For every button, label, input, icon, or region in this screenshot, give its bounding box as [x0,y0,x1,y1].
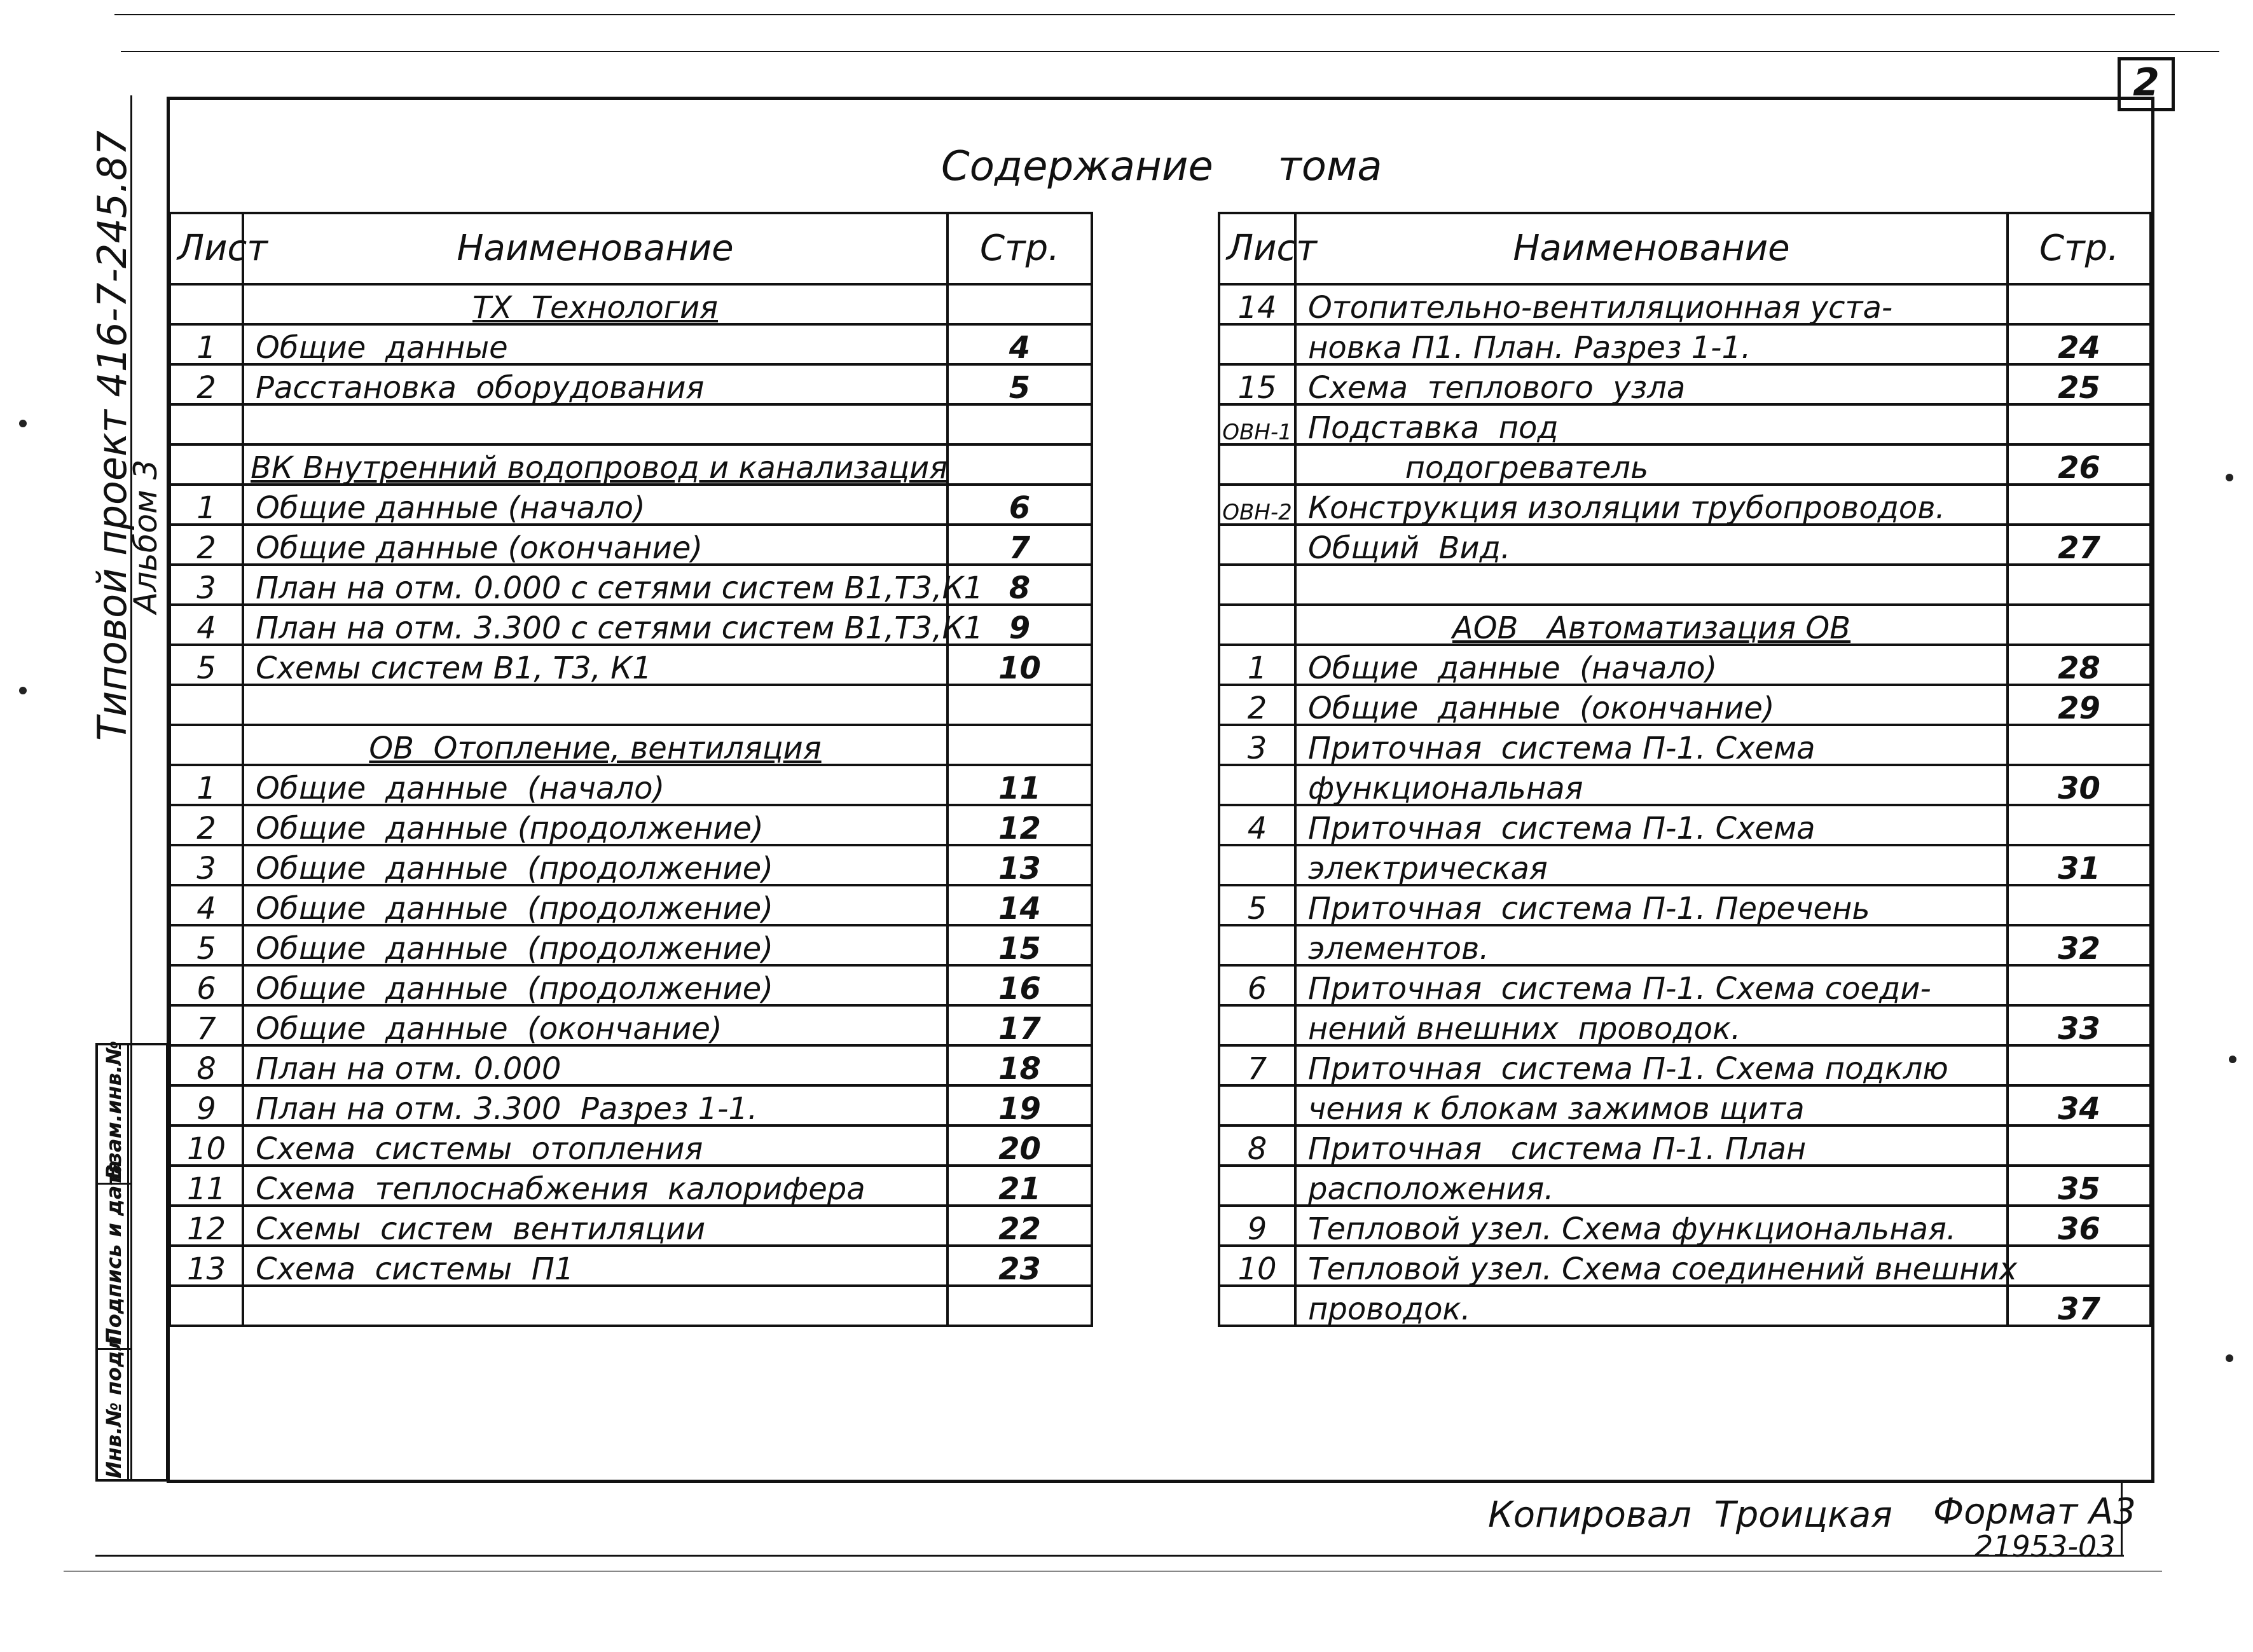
sheet-cell: 12 [170,1206,243,1246]
page-cell [2008,805,2151,845]
name-cell: План на отм. 3.300 Разрез 1-1. [243,1085,947,1125]
page-cell [947,284,1092,324]
sheet-cell: 9 [170,1085,243,1125]
page-cell: 12 [947,805,1092,845]
name-cell: Общие данные [243,324,947,364]
table-row [170,525,1092,565]
page-cell: 16 [947,965,1092,1005]
name-cell: расположения. [1295,1166,2008,1206]
sheet-cell: 2 [170,364,243,404]
side-album-label: Альбом 3 [127,459,164,614]
sheet-cell: 1 [170,485,243,525]
name-cell: Схема теплоснабжения калорифера [243,1166,947,1206]
table-row [170,1166,1092,1206]
sheet-cell: 10 [1219,1246,1295,1286]
name-cell: Расстановка оборудования [243,364,947,404]
table-row [1219,725,2151,765]
name-cell: План на отм. 0.000 с сетями систем В1,Т3,К1 [243,565,947,605]
name-cell [243,1286,947,1326]
page-cell [947,404,1092,444]
copied-by: Копировал Троицкая [1488,1494,1892,1536]
stamp-replace-inv: Взам.инв.№ [102,1040,126,1180]
page-cell: 25 [2008,364,2151,404]
table-row [170,765,1092,805]
page-cell [2008,485,2151,525]
header-name: Наименование [1295,213,2008,284]
name-cell: Схема теплового узла [1295,364,2008,404]
sheet-cell: 1 [170,324,243,364]
sheet-cell: 11 [170,1166,243,1206]
sheet-cell: 3 [170,565,243,605]
header-page: Стр. [2008,213,2151,284]
name-cell: Общие данные (продолжение) [243,965,947,1005]
sheet-cell: 4 [170,605,243,645]
table-row [1219,685,2151,725]
header-name: Наименование [243,213,947,284]
page-cell [2008,885,2151,925]
page-cell: 21 [947,1166,1092,1206]
name-cell: функциональная [1295,765,2008,805]
name-cell: Приточная система П-1. Схема подклю [1295,1045,2008,1085]
table-row [1219,765,2151,805]
sheet-cell [1219,565,1295,605]
top-frame-line [121,51,2219,52]
table-row [1219,1286,2151,1326]
page-cell [2008,1045,2151,1085]
table-row [1219,444,2151,485]
page-cell: 33 [2008,1005,2151,1045]
section-title: ВК Внутренний водопровод и канализация [243,444,947,485]
table-row [170,404,1092,444]
table-row [1219,525,2151,565]
table-row [170,324,1092,364]
table-row [1219,925,2151,965]
page-cell: 22 [947,1206,1092,1246]
document-code: 21953-03 [1974,1529,2116,1564]
table-row [170,685,1092,725]
page-cell: 11 [947,765,1092,805]
page-cell: 4 [947,324,1092,364]
name-cell: Подставка под [1295,404,2008,444]
table-row [170,805,1092,845]
sheet-cell: 4 [1219,805,1295,845]
sheet-cell: 8 [1219,1125,1295,1166]
page-cell [2008,605,2151,645]
sheet-cell [1219,1005,1295,1045]
section-row [170,444,1092,485]
table-row [170,645,1092,685]
table-row [170,1045,1092,1085]
table-row [1219,565,2151,605]
sheet-cell: 6 [1219,965,1295,1005]
sheet-cell: 1 [170,765,243,805]
section-title: АОВ Автоматизация ОВ [1295,605,2008,645]
page-cell: 17 [947,1005,1092,1045]
table-row [170,1005,1092,1045]
section-title: ОВ Отопление, вентиляция [243,725,947,765]
sheet-cell: 14 [1219,284,1295,324]
name-cell: элементов. [1295,925,2008,965]
table-row [1219,885,2151,925]
name-cell: Приточная система П-1. Схема соеди- [1295,965,2008,1005]
sheet-cell [1219,845,1295,885]
sheet-cell [1219,525,1295,565]
name-cell: План на отм. 3.300 с сетями систем В1,Т3,К1 [243,605,947,645]
table-row [170,965,1092,1005]
page-cell [947,444,1092,485]
sheet-cell: 6 [170,965,243,1005]
scan-mark [2229,1056,2236,1063]
outer-bottom-line [95,1555,2124,1557]
scan-mark [2226,474,2233,481]
table-row [170,845,1092,885]
sheet-cell: 5 [1219,885,1295,925]
table-row [170,1206,1092,1246]
stamp-signature-date: Подпись и дата [102,1160,126,1345]
title-block-line [167,1480,2154,1482]
name-cell: План на отм. 0.000 [243,1045,947,1085]
right-contents-table [1218,212,2152,1327]
name-cell: Общие данные (окончание) [1295,685,2008,725]
table-row [1219,1005,2151,1045]
page-cell [947,685,1092,725]
section-row [170,284,1092,324]
name-cell [243,685,947,725]
page-cell: 24 [2008,324,2151,364]
section-title: ТХ Технология [243,284,947,324]
page-cell: 36 [2008,1206,2151,1246]
name-cell [243,404,947,444]
side-project-label: Типовой проект 416-7-245.87 [89,130,135,741]
page-cell: 35 [2008,1166,2151,1206]
page-cell [2008,404,2151,444]
name-cell: Общие данные (продолжение) [243,925,947,965]
name-cell: Общие данные (начало) [243,765,947,805]
sheet-cell: 8 [170,1045,243,1085]
table-row [1219,324,2151,364]
table-row [1219,1045,2151,1085]
sheet-cell [170,444,243,485]
name-cell: Общие данные (продолжение) [243,885,947,925]
sheet-cell [170,284,243,324]
stamp-original-inv: Инв.№ подл. [102,1328,126,1478]
header-sheet: Лист [170,213,243,284]
page-cell: 31 [2008,845,2151,885]
stamp-divider [127,1043,129,1482]
page-cell: 6 [947,485,1092,525]
name-cell: Общие данные (продолжение) [243,805,947,845]
section-row [170,725,1092,765]
page-cell: 7 [947,525,1092,565]
page-cell [2008,565,2151,605]
page-cell: 26 [2008,444,2151,485]
table-row [1219,805,2151,845]
page-cell [947,1286,1092,1326]
name-cell: Схема системы отопления [243,1125,947,1166]
table-row [1219,485,2151,525]
name-cell: Приточная система П-1. Перечень [1295,885,2008,925]
sheet-cell [1219,444,1295,485]
name-cell: Общие данные (начало) [1295,645,2008,685]
page-cell: 20 [947,1125,1092,1166]
name-cell: Тепловой узел. Схема соединений внешних [1295,1246,2008,1286]
table-row [1219,1085,2151,1125]
name-cell: нений внешних проводок. [1295,1005,2008,1045]
left-contents-table [169,212,1093,1327]
page-cell: 15 [947,925,1092,965]
page-title: Содержание тома [941,143,1382,190]
page-cell [2008,284,2151,324]
table-row [1219,284,2151,324]
name-cell: Отопительно-вентиляционная уста- [1295,284,2008,324]
page-cell: 5 [947,364,1092,404]
name-cell: Приточная система П-1. План [1295,1125,2008,1166]
sheet-cell: 15 [1219,364,1295,404]
sheet-cell: 5 [170,645,243,685]
name-cell: Приточная система П-1. Схема [1295,805,2008,845]
page-cell [2008,1246,2151,1286]
table-row [170,605,1092,645]
sheet-cell: 4 [170,885,243,925]
page-cell: 8 [947,565,1092,605]
name-cell: подогреватель [1295,444,2008,485]
name-cell: Общие данные (продолжение) [243,845,947,885]
name-cell: Конструкция изоляции трубопроводов. [1295,485,2008,525]
sheet-cell: 10 [170,1125,243,1166]
sheet-number: 2 [2133,60,2160,105]
table-row [170,1286,1092,1326]
name-cell: Приточная система П-1. Схема [1295,725,2008,765]
name-cell: Общие данные (окончание) [243,525,947,565]
page-cell: 37 [2008,1286,2151,1326]
page-cell: 34 [2008,1085,2151,1125]
sheet-cell: 3 [170,845,243,885]
table-row [1219,845,2151,885]
name-cell: чения к блокам зажимов щита [1295,1085,2008,1125]
table-row [1219,404,2151,444]
page-cell: 10 [947,645,1092,685]
sheet-cell: 13 [170,1246,243,1286]
table-row [1219,645,2151,685]
page-cell [2008,1125,2151,1166]
name-cell: Общие данные (начало) [243,485,947,525]
name-cell: Схема системы П1 [243,1246,947,1286]
table-row [1219,965,2151,1005]
sheet-cell: 2 [170,525,243,565]
sheet-cell [170,685,243,725]
name-cell: новка П1. План. Разрез 1-1. [1295,324,2008,364]
section-row [1219,605,2151,645]
table-row [170,1085,1092,1125]
table-row [170,1246,1092,1286]
bottom-trim-line [64,1571,2162,1572]
table-row [170,925,1092,965]
name-cell [1295,565,2008,605]
top-trim-line [114,14,2175,15]
table-row [1219,1125,2151,1166]
sheet-cell [1219,605,1295,645]
name-cell: Тепловой узел. Схема функциональная. [1295,1206,2008,1246]
page-cell: 32 [2008,925,2151,965]
sheet-cell: 2 [1219,685,1295,725]
name-cell: Схемы систем вентиляции [243,1206,947,1246]
scan-mark [19,420,27,427]
name-cell: проводок. [1295,1286,2008,1326]
page-cell: 9 [947,605,1092,645]
table-row [170,885,1092,925]
page-cell: 28 [2008,645,2151,685]
sheet-cell [1219,925,1295,965]
page-cell: 29 [2008,685,2151,725]
table-row [170,1125,1092,1166]
format-label: Формат А3 [1933,1491,2136,1532]
name-cell: Схемы систем В1, Т3, К1 [243,645,947,685]
sheet-cell [1219,1286,1295,1326]
header-sheet: Лист [1219,213,1295,284]
sheet-cell: 2 [170,805,243,845]
page-cell [2008,725,2151,765]
sheet-cell: 7 [1219,1045,1295,1085]
sheet-cell: 5 [170,925,243,965]
sheet-cell [1219,1166,1295,1206]
page-cell: 23 [947,1246,1092,1286]
page-cell: 27 [2008,525,2151,565]
page-cell: 19 [947,1085,1092,1125]
table-row [170,565,1092,605]
table-row [1219,1206,2151,1246]
page-cell: 13 [947,845,1092,885]
page-cell: 18 [947,1045,1092,1085]
scan-mark [2226,1354,2233,1362]
page-cell [2008,965,2151,1005]
table-row [170,364,1092,404]
name-cell: Общие данные (окончание) [243,1005,947,1045]
sheet-cell: 7 [170,1005,243,1045]
page-cell: 14 [947,885,1092,925]
header-page: Стр. [947,213,1092,284]
scan-mark [19,687,27,694]
sheet-cell [170,1286,243,1326]
page-cell [947,725,1092,765]
sheet-cell [170,404,243,444]
sheet-cell: 1 [1219,645,1295,685]
sheet-cell [170,725,243,765]
table-row [1219,1166,2151,1206]
sheet-cell [1219,765,1295,805]
sheet-cell [1219,324,1295,364]
table-row [170,485,1092,525]
name-cell: Общий Вид. [1295,525,2008,565]
table-row [1219,1246,2151,1286]
sheet-cell: ОВН-1 [1219,404,1295,444]
sheet-cell: 9 [1219,1206,1295,1246]
name-cell: электрическая [1295,845,2008,885]
table-row [1219,364,2151,404]
page-cell: 30 [2008,765,2151,805]
sheet-cell: 3 [1219,725,1295,765]
sheet-cell [1219,1085,1295,1125]
sheet-cell: ОВН-2 [1219,485,1295,525]
